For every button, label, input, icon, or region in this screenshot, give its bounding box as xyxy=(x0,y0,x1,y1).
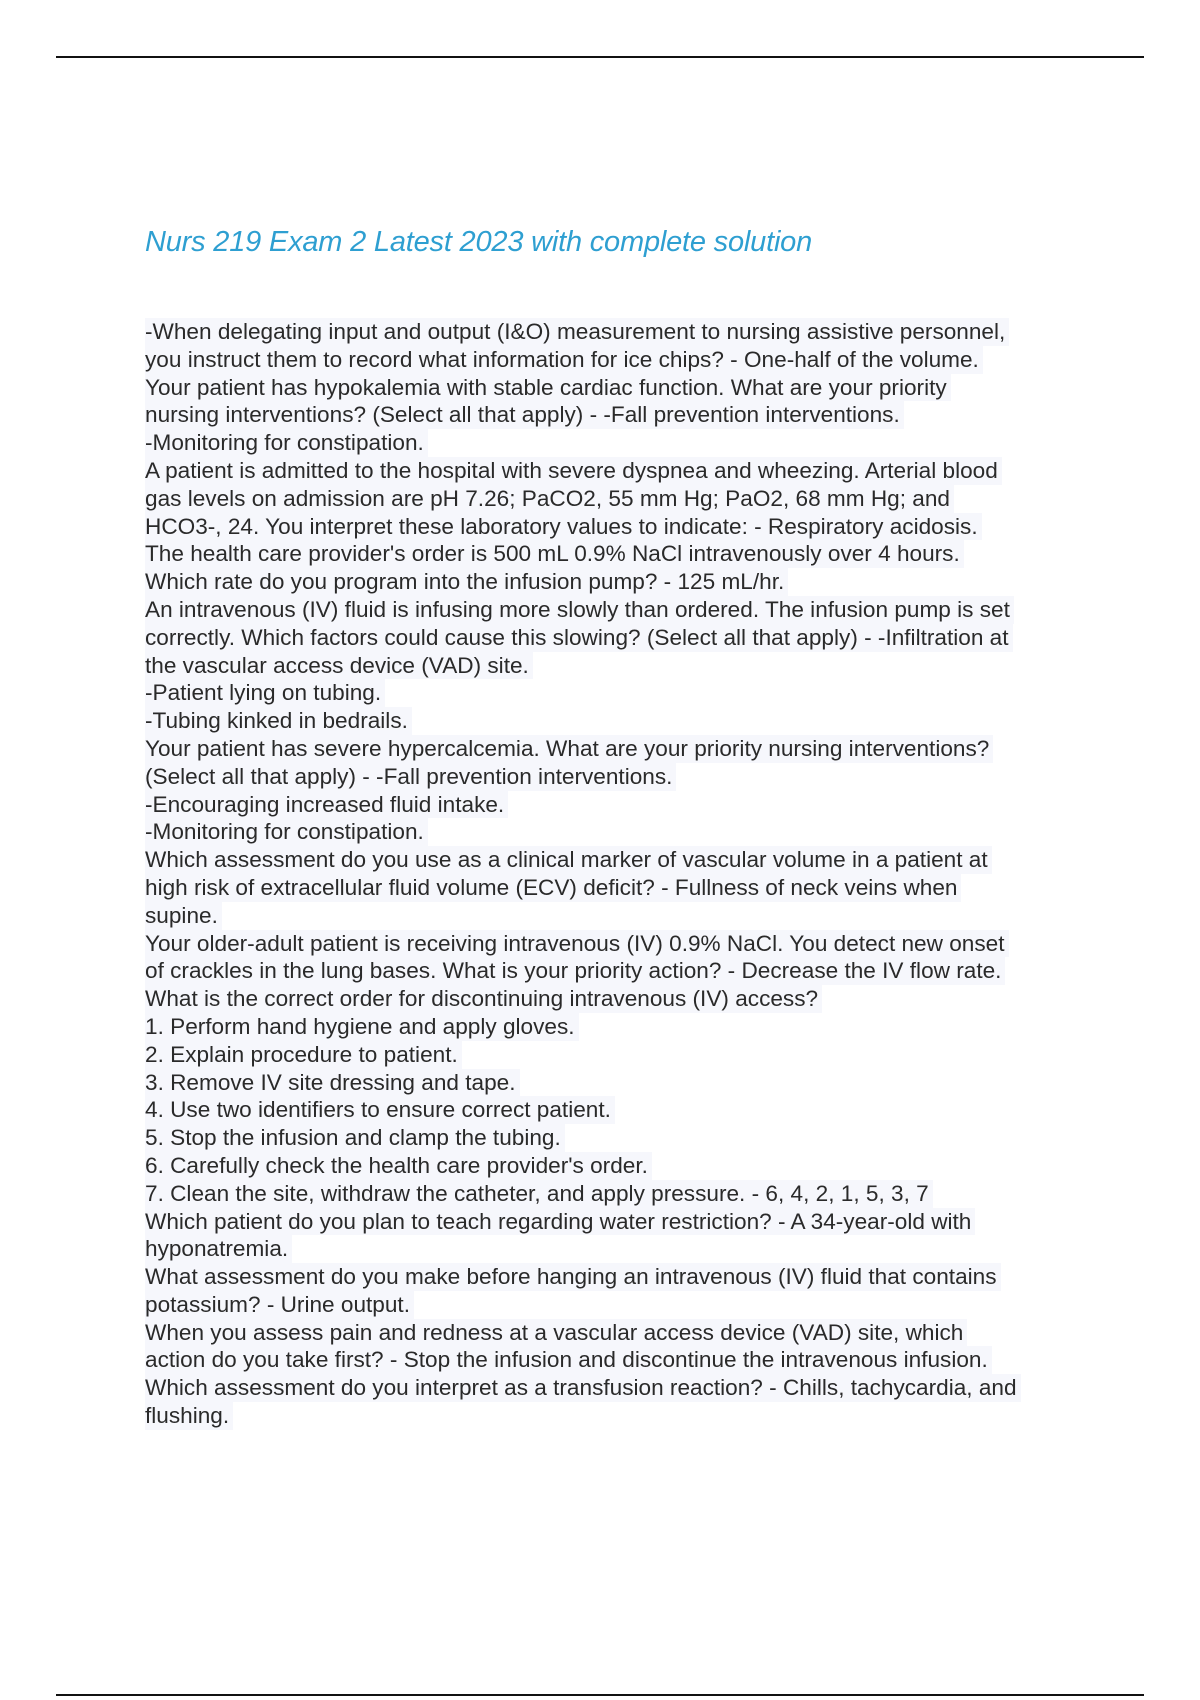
text-line: high risk of extracellular fluid volume (ECV) deficit? - Fullness of neck veins when xyxy=(145,874,961,902)
text-line: A patient is admitted to the hospital with severe dyspnea and wheezing. Arterial blood xyxy=(145,457,1002,485)
text-line: -When delegating input and output (I&O) measurement to nursing assistive personnel, xyxy=(145,318,1009,346)
text-line: nursing interventions? (Select all that apply) - -Fall prevention interventions. xyxy=(145,401,904,429)
text-line: -Monitoring for constipation. xyxy=(145,429,428,457)
text-line: hyponatremia. xyxy=(145,1235,292,1263)
text-line: -Encouraging increased fluid intake. xyxy=(145,791,508,819)
text-line: gas levels on admission are pH 7.26; PaCO2, 55 mm Hg; PaO2, 68 mm Hg; and xyxy=(145,485,954,513)
text-line: 2. Explain procedure to patient. xyxy=(145,1041,462,1069)
text-line: 4. Use two identifiers to ensure correct patient. xyxy=(145,1096,615,1124)
text-line: (Select all that apply) - -Fall prevention interventions. xyxy=(145,763,676,791)
document-body xyxy=(145,318,1085,1430)
text-line: An intravenous (IV) fluid is infusing more slowly than ordered. The infusion pump is set xyxy=(145,596,1014,624)
text-line: What assessment do you make before hanging an intravenous (IV) fluid that contains xyxy=(145,1263,1001,1291)
text-line: you instruct them to record what information for ice chips? - One-half of the volume. xyxy=(145,346,983,374)
text-line: Which assessment do you interpret as a transfusion reaction? - Chills, tachycardia, and xyxy=(145,1374,1021,1402)
text-line: Your patient has severe hypercalcemia. What are your priority nursing interventions? xyxy=(145,735,993,763)
document-title: Nurs 219 Exam 2 Latest 2023 with complete solution xyxy=(145,226,813,258)
text-line: HCO3-, 24. You interpret these laboratory values to indicate: - Respiratory acidosis. xyxy=(145,513,982,541)
text-line: 5. Stop the infusion and clamp the tubing. xyxy=(145,1124,565,1152)
text-line: 1. Perform hand hygiene and apply gloves. xyxy=(145,1013,579,1041)
text-line: -Monitoring for constipation. xyxy=(145,818,428,846)
text-line: -Tubing kinked in bedrails. xyxy=(145,707,412,735)
text-line: flushing. xyxy=(145,1402,233,1430)
text-line: What is the correct order for discontinuing intravenous (IV) access? xyxy=(145,985,822,1013)
text-line: of crackles in the lung bases. What is your priority action? - Decrease the IV flow rate. xyxy=(145,957,1005,985)
text-line: 7. Clean the site, withdraw the catheter, and apply pressure. - 6, 4, 2, 1, 5, 3, 7 xyxy=(145,1180,933,1208)
text-line: supine. xyxy=(145,902,222,930)
text-line: 6. Carefully check the health care provider's order. xyxy=(145,1152,652,1180)
text-line: potassium? - Urine output. xyxy=(145,1291,414,1319)
text-line: Your patient has hypokalemia with stable cardiac function. What are your priority xyxy=(145,374,951,402)
text-line: When you assess pain and redness at a vascular access device (VAD) site, which xyxy=(145,1319,967,1347)
text-line: Which assessment do you use as a clinical marker of vascular volume in a patient at xyxy=(145,846,992,874)
text-line: 3. Remove IV site dressing and tape. xyxy=(145,1069,520,1097)
text-line: action do you take first? - Stop the infusion and discontinue the intravenous infusion. xyxy=(145,1346,992,1374)
bottom-rule xyxy=(56,1694,1144,1696)
top-rule xyxy=(56,56,1144,58)
text-line: The health care provider's order is 500 mL 0.9% NaCl intravenously over 4 hours. xyxy=(145,540,964,568)
text-line: Which rate do you program into the infusion pump? - 125 mL/hr. xyxy=(145,568,788,596)
text-line: Which patient do you plan to teach regarding water restriction? - A 34-year-old with xyxy=(145,1208,975,1236)
text-line: correctly. Which factors could cause this slowing? (Select all that apply) - -Infiltration at xyxy=(145,624,1013,652)
text-line: -Patient lying on tubing. xyxy=(145,679,385,707)
text-line: Your older-adult patient is receiving intravenous (IV) 0.9% NaCl. You detect new onset xyxy=(145,930,1009,958)
text-line: the vascular access device (VAD) site. xyxy=(145,652,533,680)
